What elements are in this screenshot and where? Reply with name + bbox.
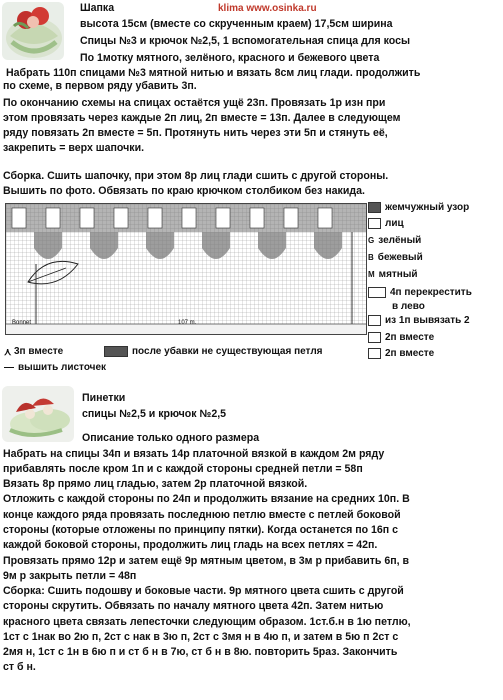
legend-no-stitch: после убавки не существующая петля: [104, 346, 323, 357]
booties-line: прибавлять после кром 1п и с каждой стороны средней петли = 58п: [3, 463, 363, 475]
booties-line: 2мя н, 1ст с 1н в 6ю п и ст б н в 7ю, ст б н в 8ю. повторить 5раз. Закончить: [3, 646, 398, 658]
hat-paragraph-line: Набрать 110п спицами №3 мятной нитью и вязать 8см лиц глади. продолжить: [6, 67, 421, 79]
booties-line: каждой боковой стороны, продолжить лиц гладь на всех петлях = 42п.: [3, 539, 378, 551]
booties-line: 1ст с 1нак во 2ю п, 2ст с нак в 3ю п, 2ст с 3мя н в 4ю п, и затем в 5ю п 2ст с: [3, 631, 399, 643]
hat-photo: [2, 2, 64, 60]
hat-spec-line: высота 15см (вместе со скрученным краем) 17,5см ширина: [80, 18, 393, 30]
legend-3-together: ⋏ 3п вместе: [4, 346, 64, 358]
legend-symbol: M: [368, 269, 375, 279]
swatch-knit: [368, 218, 381, 229]
legend-symbol: B: [368, 252, 374, 262]
hat-paragraph-line: Вышить по фото. Обвязать по краю крючком столбиком без накида.: [3, 185, 365, 197]
booties-line: конце каждого ряда провязать последнюю петлю вместе с петлей боковой: [3, 509, 401, 521]
legend-label: из 1п вывязать 2: [385, 314, 470, 326]
booties-line: стороны (которые отложены по принципу пятки). Когда останется по 16п с: [3, 524, 399, 536]
hat-paragraph-line: по схеме, в первом ряду убавить 3п.: [3, 80, 197, 92]
legend-label: 2п вместе: [385, 347, 435, 359]
hat-paragraph-line: По окончанию схемы на спицах остаётся ущё 23п. Провязать 1р изн при: [3, 97, 386, 109]
cross-icon: [368, 287, 386, 298]
leaf-icon: —: [4, 362, 14, 373]
legend-label: лиц: [385, 217, 404, 229]
booties-title: Пинетки: [82, 392, 126, 404]
legend-symbol: G: [368, 235, 375, 245]
booties-line: Провязать прямо 12р и затем ещё 9р мятным цветом, в 3м р прибавить 6п, в: [3, 555, 410, 567]
increase-icon: [368, 315, 381, 326]
chart-legend: [368, 200, 502, 360]
chart-footer-label: Bonnet: [12, 320, 32, 326]
booties-tools: спицы №2,5 и крючок №2,5: [82, 408, 227, 420]
booties-line: 9м р закрыть петли = 48п: [3, 570, 137, 582]
booties-line: стороны скрутить. Обвязать по началу мятного цвета 42п. Затем нитью: [3, 600, 384, 612]
booties-line: ст б н.: [3, 661, 36, 673]
legend-embroider: — вышить листочек: [4, 362, 107, 373]
legend-label: бежевый: [377, 251, 423, 263]
hat-title: Шапка: [80, 2, 115, 14]
hat-spec-line: Спицы №3 и крючок №2,5, 1 вспомогательная спица для косы: [80, 35, 411, 47]
booties-line: красного цвета связать лепесточки следующим образом. 1ст.б.н в 1ю петлю,: [3, 616, 411, 628]
booties-line: Вязать 8р прямо лиц гладью, затем 2р платочной вязкой.: [3, 478, 308, 490]
hat-paragraph-line: Сборка. Сшить шапочку, при этом 8р лиц глади сшить с другой стороны.: [3, 170, 389, 182]
legend-label: жемчужный узор: [385, 201, 470, 213]
hat-paragraph-line: этом провязать через каждые 2п лиц, 2п вместе = 13п. Далее в следующем: [3, 112, 401, 124]
hat-spec-line: По 1мотку мятного, зелёного, красного и бежевого цвета: [80, 52, 380, 64]
booties-line: Отложить с каждой стороны по 24п и продолжить вязание на средних 10п. В: [3, 493, 410, 505]
no-stitch-swatch: [104, 346, 128, 357]
booties-line: Сборка: Сшить подошву и боковые части. 9р мятного цвета сшить с другой: [3, 585, 404, 597]
three-together-icon: ⋏: [4, 347, 12, 358]
legend-label: 4п перекрестить: [390, 286, 472, 298]
booties-photo: [2, 386, 74, 442]
legend-label: 2п вместе: [385, 331, 435, 343]
hat-paragraph-line: закрепить = верх шапочки.: [3, 142, 145, 154]
chart-footer-label: 107 m.: [178, 320, 197, 326]
decrease-right-icon: [368, 332, 381, 343]
booties-line: Набрать на спицы 34п и вязать 14р платочной вязкой в каждом 2м ряду: [3, 448, 385, 460]
hat-paragraph-line: ряду повязать 2п вместе = 5п. Протянуть нить через эти 5п и стянуть её,: [3, 127, 388, 139]
legend-label: мятный: [378, 268, 418, 280]
decrease-left-icon: [368, 348, 381, 359]
credit-link[interactable]: klima www.osinka.ru: [218, 3, 317, 14]
knitting-chart: [5, 203, 367, 335]
legend-label: в лево: [392, 300, 425, 312]
swatch-pearl: [368, 202, 381, 213]
booties-size-note: Описание только одного размера: [82, 432, 260, 444]
legend-label: зелёный: [378, 234, 422, 246]
